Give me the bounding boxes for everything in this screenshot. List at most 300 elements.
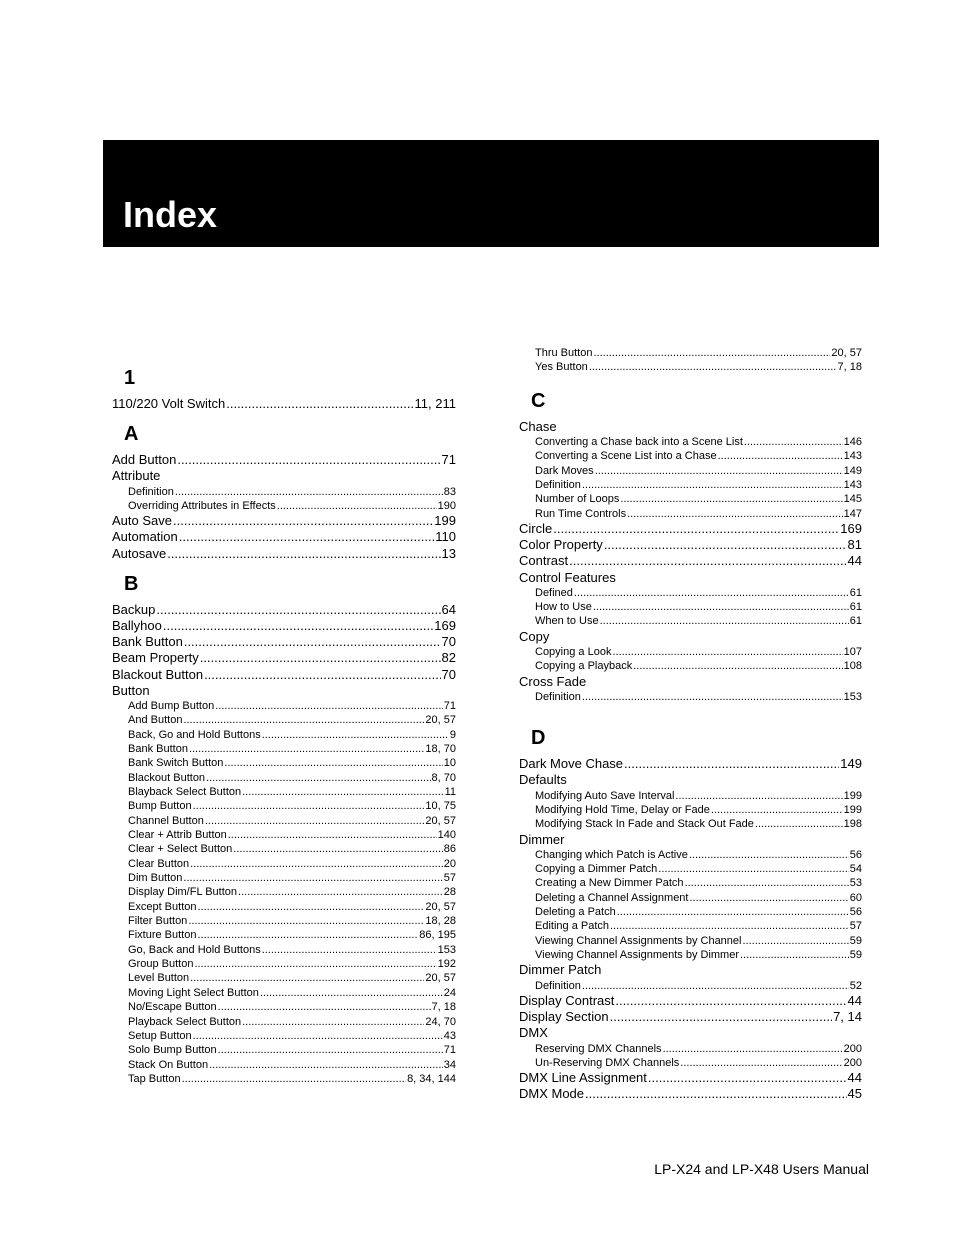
dot-leader	[206, 771, 430, 785]
index-subentry	[519, 789, 862, 803]
index-subentry	[112, 943, 456, 957]
index-subentry	[519, 449, 862, 463]
entry-label: Viewing Channel Assignments by Channel	[535, 934, 742, 947]
entry-label: Display Contrast	[519, 993, 615, 1008]
spacer	[519, 375, 862, 389]
entry-label: Stack On Button	[128, 1058, 209, 1071]
page-numbers: 20, 57	[831, 347, 862, 359]
dot-leader	[188, 914, 424, 928]
index-heading	[519, 832, 862, 848]
index-banner	[103, 140, 879, 247]
page-numbers: 8, 34, 144	[407, 1072, 456, 1085]
index-column-right	[519, 346, 862, 1103]
page-numbers: 9	[449, 728, 456, 741]
dot-leader	[200, 650, 441, 666]
page-numbers: 61	[849, 615, 862, 628]
entry-label: Chase	[519, 418, 557, 434]
index-subentry	[112, 971, 456, 985]
entry-label: Deleting a Patch	[535, 906, 616, 919]
index-subentry	[112, 957, 456, 971]
index-entry	[112, 634, 456, 650]
entry-label: Bank Switch Button	[128, 757, 224, 770]
index-subentry	[519, 919, 862, 933]
index-heading	[112, 468, 456, 484]
index-subentry	[112, 756, 456, 770]
index-subentry	[519, 1042, 862, 1056]
page-numbers: 44	[847, 553, 862, 569]
dot-leader	[197, 928, 418, 942]
dot-leader	[582, 478, 843, 492]
index-subentry	[112, 742, 456, 756]
index-subentry	[112, 485, 456, 499]
dot-leader	[198, 900, 425, 914]
dot-leader	[663, 1042, 843, 1056]
dot-leader	[156, 602, 440, 618]
dot-leader	[711, 803, 843, 817]
entry-label: Dimmer	[519, 831, 565, 847]
index-entry	[519, 553, 862, 569]
entry-label: Add Button	[112, 452, 177, 468]
dot-leader	[218, 1000, 431, 1014]
index-heading	[519, 570, 862, 586]
page-numbers: 82	[441, 650, 456, 666]
page-numbers: 44	[847, 993, 862, 1008]
index-entry	[519, 1009, 862, 1025]
dot-leader	[209, 1058, 443, 1072]
entry-label: Back, Go and Hold Buttons	[128, 728, 261, 741]
dot-leader	[582, 979, 849, 993]
dot-leader	[194, 957, 436, 971]
entry-label: Deleting a Channel Assignment	[535, 891, 689, 904]
entry-label: Auto Save	[112, 513, 172, 529]
dot-leader	[190, 971, 424, 985]
dot-leader	[648, 1070, 847, 1086]
dot-leader	[582, 690, 843, 704]
page-numbers: 7, 18	[837, 361, 862, 374]
dot-leader	[589, 360, 837, 374]
spacer	[112, 562, 456, 572]
entry-label: DMX Mode	[519, 1086, 585, 1102]
page-numbers: 200	[843, 1056, 862, 1069]
dot-leader	[633, 659, 842, 673]
entry-label: Tap Button	[128, 1072, 181, 1085]
index-subentry	[519, 1056, 862, 1070]
page-numbers: 145	[843, 493, 862, 506]
page-numbers: 140	[437, 829, 456, 842]
dot-leader	[224, 756, 442, 770]
entry-label: Thru Button	[535, 347, 593, 359]
index-subentry	[519, 948, 862, 962]
page-numbers: 52	[849, 979, 862, 992]
page-numbers: 64	[441, 601, 456, 617]
page-numbers: 28	[443, 886, 456, 899]
entry-label: Blackout Button	[128, 771, 206, 784]
entry-label: Clear + Select Button	[128, 843, 233, 856]
dot-leader	[183, 871, 442, 885]
page-numbers: 200	[843, 1042, 862, 1055]
page-numbers: 44	[847, 1070, 862, 1086]
dot-leader	[755, 817, 843, 831]
dot-leader	[204, 667, 440, 683]
entry-label: Beam Property	[112, 650, 199, 666]
dot-leader	[193, 799, 425, 813]
entry-label: DMX	[519, 1025, 548, 1041]
page-numbers: 153	[437, 943, 456, 956]
page-numbers: 18, 28	[425, 915, 456, 928]
dot-leader	[167, 546, 440, 562]
entry-label: Number of Loops	[535, 493, 620, 506]
index-subentry	[112, 928, 456, 942]
index-subentry	[112, 842, 456, 856]
dot-leader	[163, 618, 433, 634]
page-numbers: 20, 57	[425, 900, 456, 913]
entry-label: Group Button	[128, 958, 194, 971]
dot-leader	[595, 464, 843, 478]
page-numbers: 149	[843, 464, 862, 477]
index-subentry	[519, 876, 862, 890]
entry-label: Color Property	[519, 537, 603, 553]
index-subentry	[112, 871, 456, 885]
page-numbers: 199	[434, 513, 456, 529]
entry-label: Converting a Scene List into a Chase	[535, 450, 717, 463]
dot-leader	[675, 789, 842, 803]
index-subentry	[112, 828, 456, 842]
dot-leader	[600, 614, 849, 628]
index-entry	[519, 756, 862, 772]
entry-label: Modifying Auto Save Interval	[535, 789, 675, 802]
entry-label: Modifying Hold Time, Delay or Fade	[535, 803, 710, 816]
page-numbers: 20, 57	[425, 714, 456, 727]
entry-label: Control Features	[519, 569, 616, 585]
entry-label: Except Button	[128, 900, 197, 913]
index-subentry	[112, 885, 456, 899]
index-entry	[519, 1070, 862, 1086]
index-subentry	[112, 1015, 456, 1029]
dot-leader	[215, 699, 443, 713]
page-numbers: 169	[434, 618, 456, 633]
dot-leader	[744, 435, 843, 449]
entry-label: DMX Line Assignment	[519, 1070, 647, 1086]
page-numbers: 8, 70	[431, 771, 456, 784]
index-subentry	[112, 857, 456, 871]
index-subentry	[112, 499, 456, 513]
page-numbers: 143	[843, 450, 862, 463]
index-entry	[112, 452, 456, 468]
index-subentry	[519, 817, 862, 831]
index-subentry	[519, 614, 862, 628]
index-subentry	[519, 586, 862, 600]
page-numbers: 43	[443, 1029, 456, 1042]
entry-label: When to Use	[535, 615, 599, 628]
page-title: Index	[123, 194, 218, 235]
entry-label: Copying a Dimmer Patch	[535, 863, 658, 876]
page-numbers: 57	[849, 920, 862, 933]
page-numbers: 61	[849, 586, 862, 599]
page-numbers: 198	[843, 818, 862, 831]
index-entry	[112, 602, 456, 618]
index-entry	[519, 1086, 862, 1102]
page-numbers: 143	[843, 478, 862, 491]
page-numbers: 149	[840, 756, 862, 772]
index-subentry	[519, 934, 862, 948]
dot-leader	[689, 891, 848, 905]
entry-label: Circle	[519, 520, 553, 536]
entry-label: Go, Back and Hold Buttons	[128, 943, 261, 956]
dot-leader	[574, 586, 849, 600]
entry-label: Dim Button	[128, 872, 183, 885]
entry-label: Definition	[535, 478, 581, 491]
page-numbers: 20, 57	[425, 972, 456, 985]
index-subentry	[112, 1029, 456, 1043]
index-entry	[112, 650, 456, 666]
entry-label: Autosave	[112, 545, 167, 561]
dot-leader	[689, 848, 849, 862]
index-subentry	[112, 771, 456, 785]
page-numbers: 60	[849, 891, 862, 904]
entry-label: Copying a Look	[535, 645, 612, 658]
dot-leader	[742, 934, 848, 948]
dot-leader	[624, 756, 839, 772]
page-numbers: 61	[849, 601, 862, 614]
page-numbers: 81	[847, 537, 862, 553]
page-numbers: 153	[843, 690, 862, 703]
dot-leader	[585, 1086, 847, 1102]
page-numbers: 20	[443, 857, 456, 870]
entry-label: Copying a Playback	[535, 660, 633, 673]
dot-leader	[658, 862, 848, 876]
dot-leader	[193, 1029, 443, 1043]
page-numbers: 107	[843, 645, 862, 658]
page-numbers: 147	[843, 507, 862, 520]
dot-leader	[260, 986, 443, 1000]
index-subentry	[112, 1058, 456, 1072]
dot-leader	[183, 713, 424, 727]
entry-label: Blackout Button	[112, 666, 204, 682]
entry-label: Dark Moves	[535, 464, 594, 477]
entry-label: Clear + Attrib Button	[128, 829, 227, 842]
page-numbers: 59	[849, 934, 862, 947]
index-subentry	[519, 360, 862, 374]
page-numbers: 108	[843, 660, 862, 673]
dot-leader	[277, 499, 437, 513]
entry-label: Add Bump Button	[128, 699, 215, 712]
dot-leader	[205, 814, 425, 828]
entry-label: How to Use	[535, 601, 592, 614]
page-footer: LP-X24 and LP-X48 Users Manual	[654, 1161, 869, 1177]
index-subentry	[112, 799, 456, 813]
entry-label: Clear Button	[128, 857, 190, 870]
index-subentry	[112, 713, 456, 727]
index-subentry	[519, 905, 862, 919]
dot-leader	[685, 876, 849, 890]
page-numbers: 10, 75	[425, 800, 456, 813]
entry-label: Backup	[112, 601, 156, 617]
page-numbers: 70	[441, 634, 456, 650]
dot-leader	[218, 1043, 443, 1057]
page-numbers: 71	[441, 452, 456, 468]
page-numbers: 192	[437, 958, 456, 971]
index-heading	[519, 1025, 862, 1041]
page-numbers: 11	[444, 786, 456, 798]
page-numbers: 110	[435, 529, 456, 545]
dot-leader	[179, 529, 435, 545]
entry-label: Modifying Stack In Fade and Stack Out Fade	[535, 818, 754, 831]
index-subentry	[519, 891, 862, 905]
index-heading	[112, 683, 456, 699]
index-heading	[519, 419, 862, 435]
dot-leader	[612, 645, 842, 659]
dot-leader	[740, 948, 849, 962]
entry-label: Copy	[519, 628, 550, 644]
entry-label: Yes Button	[535, 361, 588, 374]
entry-label: Filter Button	[128, 915, 188, 928]
dot-leader	[610, 1009, 832, 1025]
entry-label: Solo Bump Button	[128, 1044, 217, 1057]
page-numbers: 24	[443, 986, 456, 999]
entry-label: No/Escape Button	[128, 1001, 217, 1014]
index-subentry	[519, 645, 862, 659]
entry-label: Attribute	[112, 468, 161, 484]
entry-label: Setup Button	[128, 1029, 192, 1042]
index-heading	[519, 674, 862, 690]
entry-label: Converting a Chase back into a Scene List	[535, 435, 743, 448]
dot-leader	[190, 857, 443, 871]
entry-label: Defaults	[519, 772, 567, 788]
index-subentry	[519, 979, 862, 993]
entry-label: Defined	[535, 586, 573, 599]
dot-leader	[189, 742, 424, 756]
page-numbers: 54	[849, 863, 862, 876]
index-subentry	[519, 600, 862, 614]
entry-label: Ballyhoo	[112, 618, 162, 633]
page-numbers: 57	[443, 872, 456, 885]
index-column-left	[112, 346, 456, 1086]
section-letter: D	[531, 727, 546, 750]
section-letter: 1	[124, 367, 136, 389]
entry-label: Overriding Attributes in Effects	[128, 499, 276, 512]
entry-label: Display Dim/FL Button	[128, 886, 238, 899]
page-numbers: 7, 18	[431, 1001, 456, 1014]
index-entry	[519, 521, 862, 537]
page-numbers: 56	[849, 848, 862, 861]
entry-label: Viewing Channel Assignments by Dimmer	[535, 949, 739, 962]
page-numbers: 53	[849, 877, 862, 890]
page-numbers: 169	[840, 520, 862, 536]
entry-label: Level Button	[128, 972, 190, 985]
index-entry	[112, 667, 456, 683]
entry-label: Reserving DMX Channels	[535, 1042, 662, 1055]
dot-leader	[620, 492, 842, 506]
spacer	[519, 704, 862, 726]
entry-label: And Button	[128, 714, 183, 727]
index-subentry	[112, 1000, 456, 1014]
index-subentry	[519, 492, 862, 506]
dot-leader	[680, 1056, 842, 1070]
index-subentry	[112, 814, 456, 828]
index-subentry	[112, 699, 456, 713]
section-letter: B	[124, 572, 139, 595]
index-subentry	[519, 464, 862, 478]
index-subentry	[519, 478, 862, 492]
page-numbers: 86	[443, 843, 456, 856]
page-numbers: 34	[443, 1058, 456, 1071]
page-numbers: 199	[843, 803, 862, 816]
entry-label: Editing a Patch	[535, 920, 609, 933]
index-entry	[112, 513, 456, 529]
page-numbers: 199	[843, 789, 862, 802]
entry-label: Moving Light Select Button	[128, 986, 259, 999]
index-subentry	[519, 659, 862, 673]
index-subentry	[519, 848, 862, 862]
dot-leader	[173, 513, 433, 529]
page-numbers: 71	[443, 1044, 456, 1057]
entry-label: Definition	[535, 979, 581, 992]
spacer	[112, 346, 456, 366]
dot-leader	[238, 885, 443, 899]
index-subentry	[112, 900, 456, 914]
dot-leader	[569, 553, 846, 569]
page-numbers: 56	[849, 906, 862, 919]
entry-label: Bank Button	[128, 742, 188, 755]
entry-label: Dimmer Patch	[519, 962, 602, 978]
page-numbers: 83	[443, 485, 456, 498]
page-numbers: 86, 195	[419, 929, 456, 942]
entry-label: Un-Reserving DMX Channels	[535, 1056, 680, 1069]
page-numbers: 71	[443, 699, 456, 712]
page-numbers: 59	[849, 949, 862, 962]
dot-leader	[718, 449, 843, 463]
entry-label: Definition	[128, 485, 174, 498]
entry-label: Button	[112, 682, 150, 698]
dot-leader	[553, 521, 839, 537]
page-numbers: 146	[843, 435, 862, 448]
index-entry	[519, 993, 862, 1009]
index-subentry	[519, 862, 862, 876]
page-numbers: 20, 57	[425, 814, 456, 827]
dot-leader	[184, 634, 441, 650]
index-subentry	[519, 346, 862, 360]
dot-leader	[615, 993, 846, 1009]
dot-leader	[627, 507, 843, 521]
page-numbers: 18, 70	[425, 742, 456, 755]
index-entry	[112, 618, 456, 634]
index-subentry	[519, 690, 862, 704]
index-subentry	[112, 785, 456, 799]
index-subentry	[112, 1072, 456, 1086]
dot-leader	[262, 943, 437, 957]
dot-leader	[593, 346, 830, 360]
dot-leader	[604, 537, 847, 553]
entry-label: Channel Button	[128, 814, 204, 827]
entry-label: Dark Move Chase	[519, 756, 624, 772]
page-numbers: 7, 14	[833, 1009, 862, 1025]
dot-leader	[177, 452, 440, 468]
index-subentry	[112, 1043, 456, 1057]
page-numbers: 10	[443, 757, 456, 770]
index-heading	[519, 772, 862, 788]
entry-label: Bump Button	[128, 800, 192, 813]
index-subentry	[519, 435, 862, 449]
index-subentry	[112, 986, 456, 1000]
page-numbers: 45	[847, 1086, 862, 1102]
page-numbers: 24, 70	[425, 1015, 456, 1028]
entry-label: Cross Fade	[519, 673, 587, 689]
entry-label: Bank Button	[112, 634, 183, 650]
page-numbers: 70	[441, 666, 456, 682]
dot-leader	[593, 600, 849, 614]
dot-leader	[175, 485, 443, 499]
entry-label: Display Section	[519, 1009, 609, 1025]
